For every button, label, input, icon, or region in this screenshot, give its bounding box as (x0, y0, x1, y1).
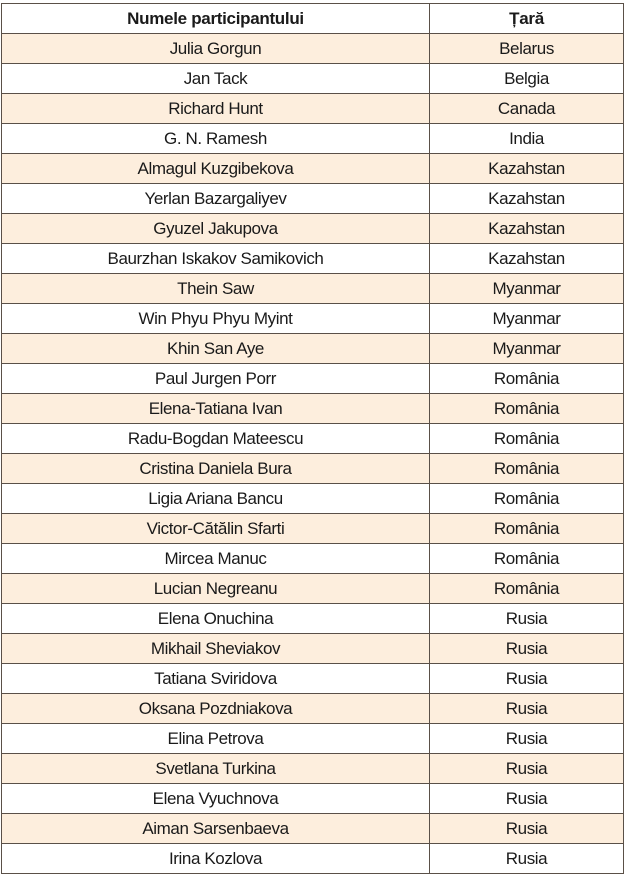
table-row (2, 124, 624, 154)
header-name: Numele participantului (2, 4, 430, 34)
participant-name: Lucian Negreanu (2, 574, 430, 604)
participant-country: Kazahstan (430, 244, 624, 274)
participant-name: Cristina Daniela Bura (2, 454, 430, 484)
participant-country: România (430, 424, 624, 454)
participant-country: Rusia (430, 664, 624, 694)
table-row (2, 664, 624, 694)
table-row (2, 724, 624, 754)
participant-country: Rusia (430, 814, 624, 844)
table-row (2, 364, 624, 394)
participant-name: Radu-Bogdan Mateescu (2, 424, 430, 454)
participant-name: Ligia Ariana Bancu (2, 484, 430, 514)
participant-country: Rusia (430, 754, 624, 784)
table-row (2, 604, 624, 634)
participant-name: Almagul Kuzgibekova (2, 154, 430, 184)
table-row (2, 154, 624, 184)
participant-country: România (430, 574, 624, 604)
table-row (2, 454, 624, 484)
participant-name: Elena Onuchina (2, 604, 430, 634)
participant-country: Myanmar (430, 274, 624, 304)
participant-name: Paul Jurgen Porr (2, 364, 430, 394)
participant-name: Svetlana Turkina (2, 754, 430, 784)
participant-country: România (430, 514, 624, 544)
participant-name: Mikhail Sheviakov (2, 634, 430, 664)
table-row (2, 784, 624, 814)
table-row (2, 484, 624, 514)
participant-country: Belgia (430, 64, 624, 94)
participant-name: Victor-Cătălin Sfarti (2, 514, 430, 544)
header-country: Țară (430, 4, 624, 34)
participant-country: Rusia (430, 724, 624, 754)
table-row (2, 184, 624, 214)
participant-country: Canada (430, 94, 624, 124)
participant-country: Rusia (430, 694, 624, 724)
participant-country: Rusia (430, 784, 624, 814)
participant-name: Tatiana Sviridova (2, 664, 430, 694)
participant-name: Win Phyu Phyu Myint (2, 304, 430, 334)
participant-name: Irina Kozlova (2, 844, 430, 874)
header-row (2, 4, 624, 34)
table-header (2, 4, 624, 34)
table-row (2, 424, 624, 454)
participant-country: Rusia (430, 604, 624, 634)
participant-country: Kazahstan (430, 154, 624, 184)
table-row (2, 94, 624, 124)
table-row (2, 64, 624, 94)
participant-name: Khin San Aye (2, 334, 430, 364)
table-row (2, 334, 624, 364)
participant-country: Myanmar (430, 304, 624, 334)
participant-name: Jan Tack (2, 64, 430, 94)
table-row (2, 814, 624, 844)
participant-country: România (430, 394, 624, 424)
participant-name: Elina Petrova (2, 724, 430, 754)
participant-country: Myanmar (430, 334, 624, 364)
participant-country: India (430, 124, 624, 154)
participant-country: România (430, 484, 624, 514)
participant-name: Elena-Tatiana Ivan (2, 394, 430, 424)
participant-name: G. N. Ramesh (2, 124, 430, 154)
participant-name: Richard Hunt (2, 94, 430, 124)
table-row (2, 694, 624, 724)
participant-name: Elena Vyuchnova (2, 784, 430, 814)
participant-country: România (430, 544, 624, 574)
participants-table (1, 3, 624, 874)
participant-name: Mircea Manuc (2, 544, 430, 574)
participant-name: Thein Saw (2, 274, 430, 304)
participant-name: Baurzhan Iskakov Samikovich (2, 244, 430, 274)
table-row (2, 634, 624, 664)
participant-country: Belarus (430, 34, 624, 64)
table-row (2, 844, 624, 874)
table-body (2, 34, 624, 874)
participant-country: România (430, 364, 624, 394)
table-row (2, 394, 624, 424)
table-row (2, 244, 624, 274)
participant-country: Rusia (430, 844, 624, 874)
table-row (2, 304, 624, 334)
table-row (2, 544, 624, 574)
participant-name: Yerlan Bazargaliyev (2, 184, 430, 214)
table-row (2, 214, 624, 244)
table-row (2, 274, 624, 304)
participant-name: Oksana Pozdniakova (2, 694, 430, 724)
participant-country: Kazahstan (430, 184, 624, 214)
participant-name: Aiman Sarsenbaeva (2, 814, 430, 844)
participant-country: Kazahstan (430, 214, 624, 244)
participant-country: România (430, 454, 624, 484)
participant-name: Julia Gorgun (2, 34, 430, 64)
participant-name: Gyuzel Jakupova (2, 214, 430, 244)
table-row (2, 34, 624, 64)
table-row (2, 754, 624, 784)
participant-country: Rusia (430, 634, 624, 664)
table-row (2, 514, 624, 544)
table-row (2, 574, 624, 604)
